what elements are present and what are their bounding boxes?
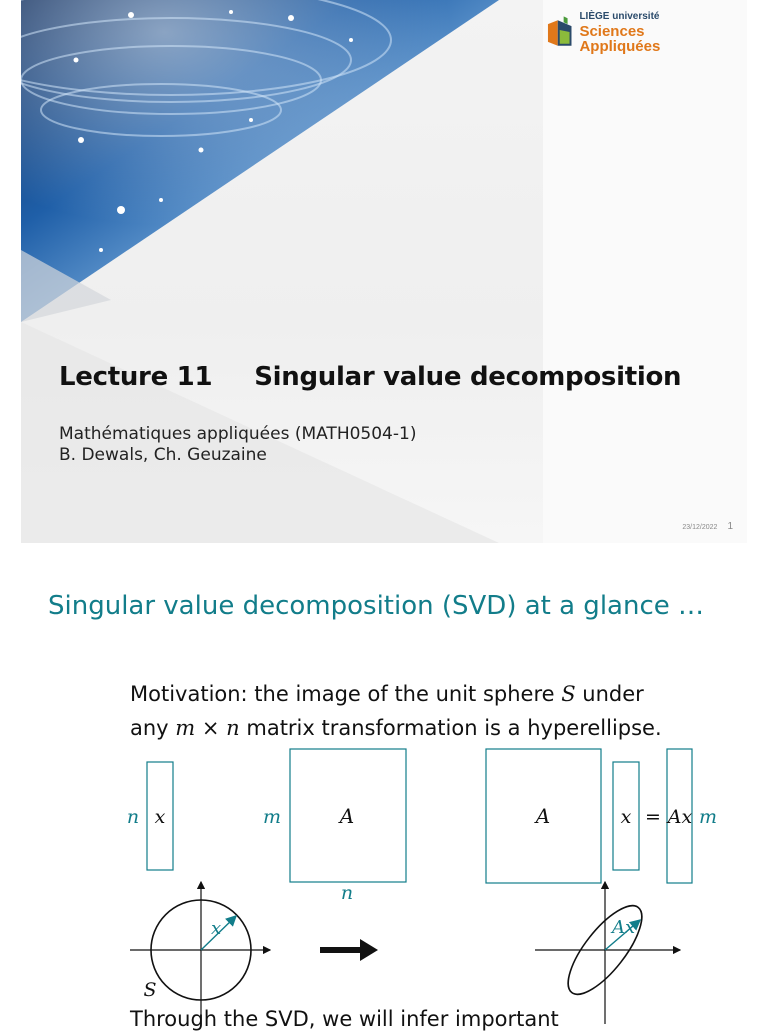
math-times: × xyxy=(195,716,227,740)
title-slide xyxy=(21,0,747,543)
result-ax-label: Ax xyxy=(667,806,693,828)
course-name: Mathématiques appliquées (MATH0504-1) xyxy=(59,424,417,444)
lecture-number: Lecture 11 xyxy=(59,362,213,392)
motivation-text-part: matrix transformation is a hyperellipse. xyxy=(239,716,662,740)
matrix-cols-label: n xyxy=(340,882,354,904)
slide-footer xyxy=(682,521,733,532)
slide-date: 23/12/2022 xyxy=(682,524,718,531)
slide-number: 1 xyxy=(727,521,733,532)
motivation-text-part: any xyxy=(130,716,176,740)
svd-diagram xyxy=(0,743,768,1024)
product-matrix-label: A xyxy=(535,804,551,828)
motivation-text-part: Motivation: the image of the unit sphere xyxy=(130,682,562,706)
svd-slide xyxy=(0,543,768,1031)
uliege-logo xyxy=(546,10,726,56)
authors: B. Dewals, Ch. Geuzaine xyxy=(59,445,267,465)
motivation-text-part: under xyxy=(575,682,644,706)
svd-footer-text: Through the SVD, we will infer important xyxy=(130,1007,559,1031)
slide-title: Singular value decomposition (SVD) at a glance … xyxy=(48,591,705,621)
vector-dim-label: n xyxy=(126,806,140,828)
transform-arrow-icon xyxy=(320,939,378,961)
math-m: m xyxy=(175,716,196,740)
uliege-logo-mark-icon xyxy=(546,16,573,50)
motivation-line-2 xyxy=(130,711,720,745)
sphere-label: S xyxy=(143,979,157,1001)
equals-sign: = xyxy=(645,806,661,828)
lecture-subtitle xyxy=(59,424,416,466)
lecture-title xyxy=(59,362,681,392)
motivation-line-1 xyxy=(130,677,720,711)
math-n: n xyxy=(226,716,240,740)
matrix-rows-label: m xyxy=(262,806,282,828)
motivation-text xyxy=(130,677,720,745)
ellipse-vector-label: Ax xyxy=(612,917,636,938)
vector-x-label: x xyxy=(154,806,166,828)
product-vector-label: x xyxy=(620,806,632,828)
result-dim-label: m xyxy=(698,806,718,828)
logo-university: LIÈGE université xyxy=(579,11,660,22)
unit-sphere-symbol: S xyxy=(561,682,576,706)
lecture-topic: Singular value decomposition xyxy=(254,362,682,392)
circle-vector-label: x xyxy=(211,918,222,939)
logo-faculty: Sciences Appliquées xyxy=(579,23,661,55)
matrix-a-label: A xyxy=(339,804,355,828)
